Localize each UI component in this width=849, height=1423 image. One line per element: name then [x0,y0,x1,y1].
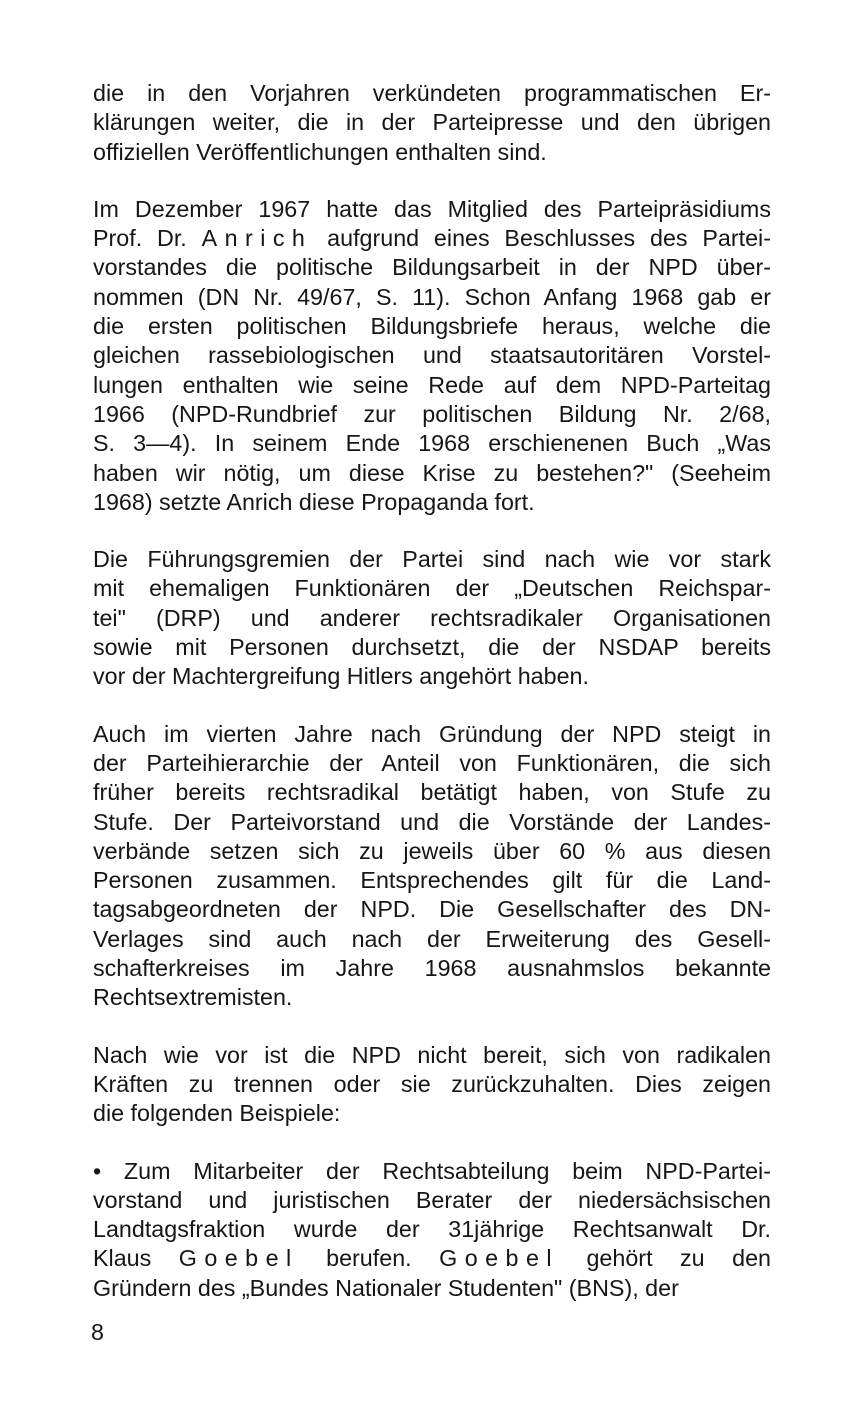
text-line [93,1244,771,1273]
text-line: vorstandes die politische Bildungsarbeit in der NPD über- [93,254,771,281]
emphasized-name: Goebel [439,1245,559,1272]
text-run: berufen. [298,1245,440,1272]
page-number: 8 [91,1319,104,1345]
text-run: aufgrund eines Beschlusses des Partei- [312,225,771,252]
text-line: tei" (DRP) und anderer rechtsradikaler Organisationen [93,604,771,631]
paragraph-gap [93,1129,771,1157]
paragraph [93,79,771,167]
text-line: vor der Machtergreifung Hitlers angehört haben. [93,663,589,690]
text-line: verbände setzen sich zu jeweils über 60 % aus diesen [93,837,771,864]
text-line [93,224,771,253]
text-line: die folgenden Beispiele: [93,1100,341,1127]
text-run: Prof. Dr. [93,225,202,252]
text-line: Stufe. Der Parteivorstand und die Vorstände der Landes- [93,808,771,835]
text-line: klärungen weiter, die in der Parteipresse und den übrigen [93,109,771,136]
text-line: 1968) setzte Anrich diese Propaganda fort. [93,488,535,515]
text-line: schafterkreises im Jahre 1968 ausnahmslos bekannte [93,955,771,982]
text-line: Personen zusammen. Entsprechendes gilt für die Land- [93,867,771,894]
text-line: mit ehemaligen Funktionären der „Deutschen Reichspar- [93,575,771,602]
paragraph-gap [93,1013,771,1041]
paragraph-gap [93,167,771,195]
text-line: Landtagsfraktion wurde der 31jährige Rechtsanwalt Dr. [93,1216,771,1243]
text-line: Die Führungsgremien der Partei sind nach wie vor stark [93,546,771,573]
text-line: Gründern des „Bundes Nationaler Studenten" (BNS), der [93,1274,679,1301]
emphasized-name: Goebel [178,1245,299,1272]
paragraph-gap [93,692,771,720]
paragraph [93,195,771,517]
text-run: Klaus [93,1245,179,1272]
text-line: Rechtsextremisten. [93,984,293,1011]
text-line: sowie mit Personen durchsetzt, die der NSDAP bereits [93,634,771,661]
text-line: nommen (DN Nr. 49/67, S. 11). Schon Anfang 1968 gab er [93,283,771,310]
text-line: der Parteihierarchie der Anteil von Funktionären, die sich [93,749,771,776]
page-body [93,79,771,1303]
text-line: Verlages sind auch nach der Erweiterung des Gesell- [93,925,771,952]
paragraph [93,720,771,1013]
text-line: früher bereits rechtsradikal betätigt haben, von Stufe zu [93,779,771,806]
text-line: offiziellen Veröffentlichungen enthalten sind. [93,138,547,165]
text-line: • Zum Mitarbeiter der Rechtsabteilung beim NPD-Partei- [93,1157,771,1184]
text-line: Im Dezember 1967 hatte das Mitglied des Parteipräsidiums [93,195,771,222]
text-run: gehört zu den [558,1245,772,1272]
text-line: die in den Vorjahren verkündeten programmatischen Er- [93,80,771,106]
text-line: vorstand und juristischen Berater der niedersächsischen [93,1186,771,1213]
text-line: S. 3—4). In seinem Ende 1968 erschienenen Buch „Was [93,430,771,457]
emphasized-name: Anrich [201,225,313,252]
text-line: gleichen rassebiologischen und staatsautoritären Vorstel- [93,342,771,369]
text-line: Kräften zu trennen oder sie zurückzuhalten. Dies zeigen [93,1070,771,1097]
text-line: lungen enthalten wie seine Rede auf dem NPD-Parteitag [93,371,771,398]
text-line: Nach wie vor ist die NPD nicht bereit, sich von radikalen [93,1041,771,1068]
text-line: tagsabgeordneten der NPD. Die Gesellschafter des DN- [93,896,771,923]
text-line: 1966 (NPD-Rundbrief zur politischen Bildung Nr. 2/68, [93,400,771,427]
paragraph [93,545,771,691]
text-line: haben wir nötig, um diese Krise zu bestehen?" (Seeheim [93,459,771,486]
text-line: die ersten politischen Bildungsbriefe heraus, welche die [93,313,771,340]
paragraph [93,1041,771,1129]
paragraph [93,1157,771,1303]
text-line: Auch im vierten Jahre nach Gründung der NPD steigt in [93,720,771,747]
paragraph-gap [93,517,771,545]
